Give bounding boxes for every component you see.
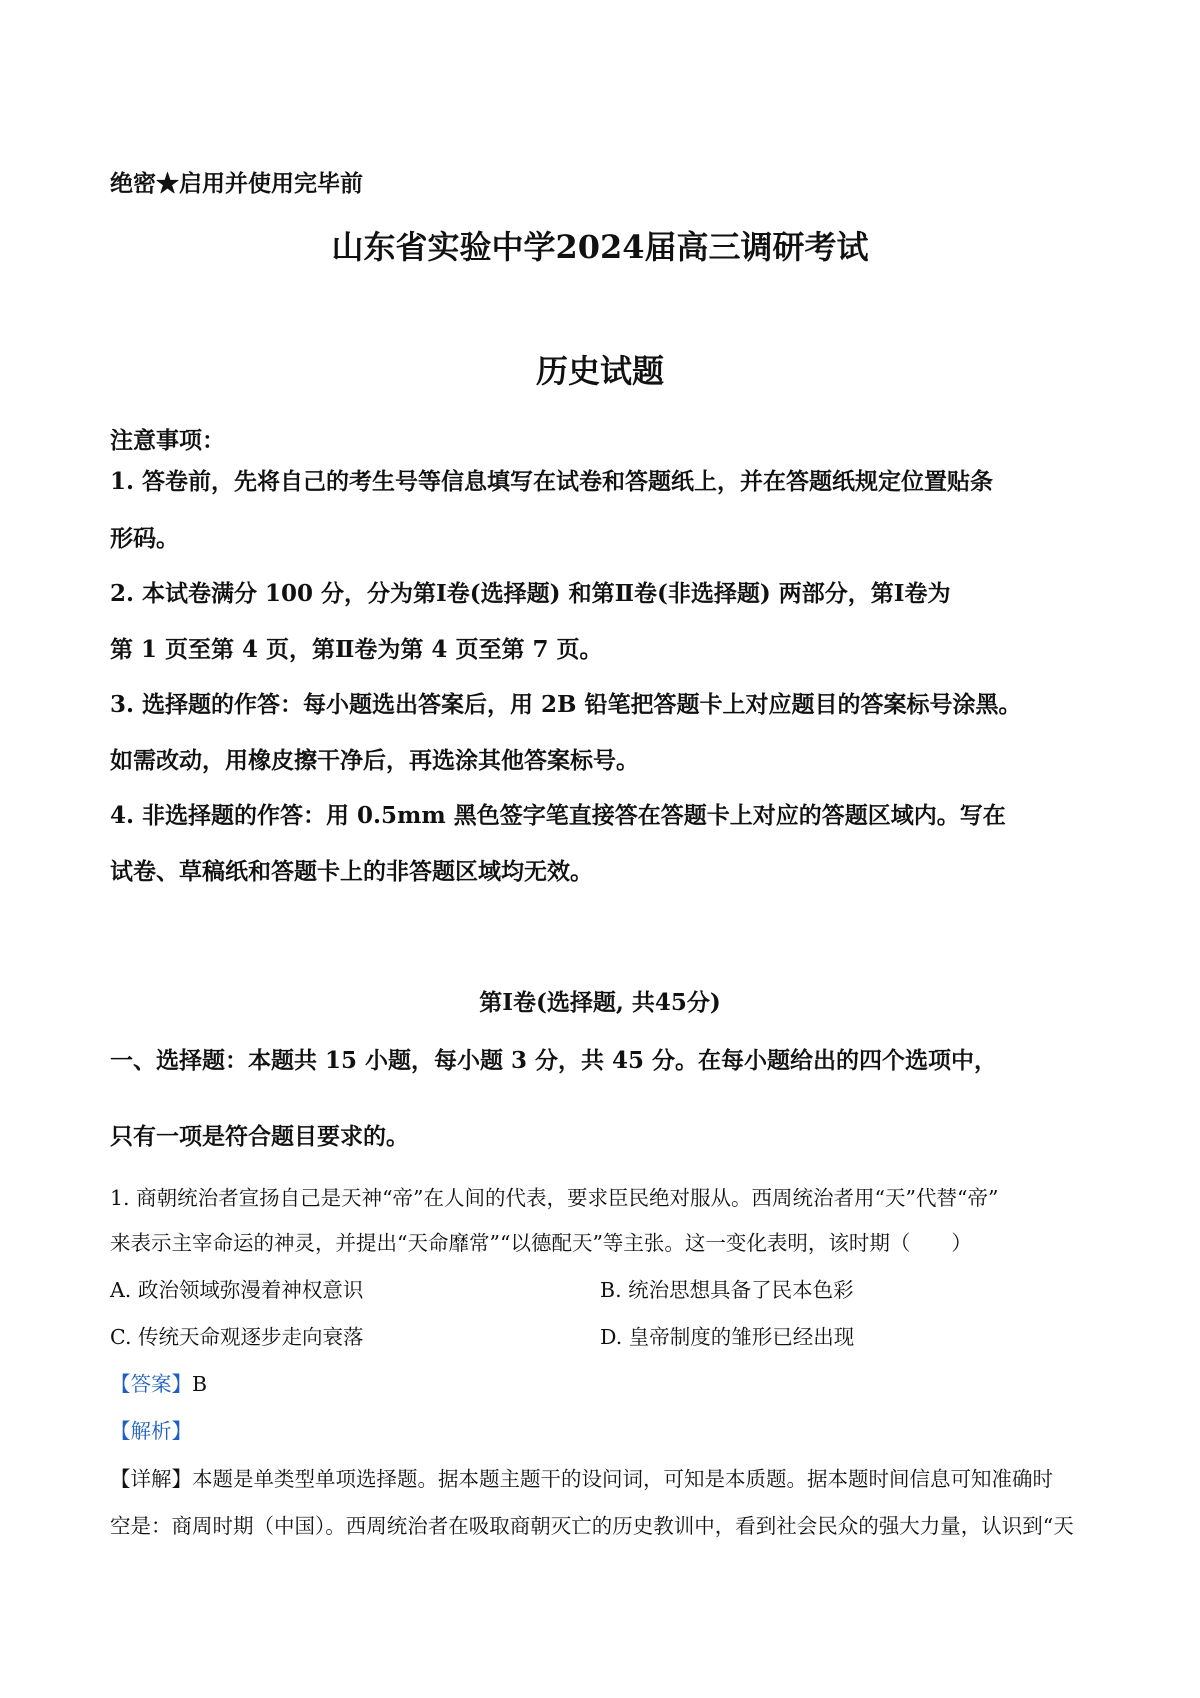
notes-heading: 注意事项： <box>110 427 225 454</box>
analysis-label: 【解析】 <box>110 1419 192 1443</box>
notes-line: 试卷、草稿纸和答题卡上的非答题区域均无效。 <box>110 858 593 885</box>
answer-label: 【答案】 <box>110 1372 192 1396</box>
exam-subtitle: 历史试题 <box>535 352 664 390</box>
section-instruction: 只有一项是符合题目要求的。 <box>110 1123 409 1150</box>
notes-line: 形码。 <box>110 525 179 552</box>
notes-line: 1. 答卷前，先将自己的考生号等信息填写在试卷和答题纸上，并在答题纸规定位置贴条 <box>110 468 994 495</box>
notes-line: 2. 本试卷满分 100 分，分为第Ⅰ卷(选择题) 和第Ⅱ卷(非选择题) 两部分，第Ⅰ卷为 <box>110 580 951 607</box>
notes-line: 3. 选择题的作答：每小题选出答案后，用 2B 铅笔把答题卡上对应题目的答案标号涂黑。 <box>110 691 1022 718</box>
answer-row <box>110 1367 207 1397</box>
question-stem: 来表示主宰命运的神灵，并提出“天命靡常”“以德配天”等主张。这一变化表明，该时期（ ） <box>110 1231 972 1255</box>
section-title: 第Ⅰ卷(选择题, 共45分) <box>479 989 721 1016</box>
detail-label: 【详解】 <box>110 1467 192 1491</box>
option-a: A. 政治领域弥漫着神权意识 <box>110 1278 364 1302</box>
answer-value: B <box>192 1372 208 1396</box>
exam-title: 山东省实验中学2024届高三调研考试 <box>331 228 869 266</box>
notes-line: 第 1 页至第 4 页，第Ⅱ卷为第 4 页至第 7 页。 <box>110 636 603 663</box>
option-c: C. 传统天命观逐步走向衰落 <box>110 1325 364 1349</box>
option-d: D. 皇帝制度的雏形已经出现 <box>600 1325 855 1349</box>
section-instruction: 一、选择题：本题共 15 小题，每小题 3 分，共 45 分。在每小题给出的四个选项中， <box>110 1047 998 1074</box>
detail-line <box>110 1462 1053 1492</box>
notes-line: 4. 非选择题的作答：用 0.5mm 黑色签字笔直接答在答题卡上对应的答题区域内。写在 <box>110 802 1006 829</box>
question-stem: 1. 商朝统治者宣扬自己是天神“帝”在人间的代表，要求臣民绝对服从。西周统治者用“天”代替“帝” <box>110 1186 999 1210</box>
detail-line: 空是：商周时期（中国）。西周统治者在吸取商朝灭亡的历史教训中，看到社会民众的强大力量，认识到“天 <box>110 1514 1074 1538</box>
detail-text: 本题是单类型单项选择题。据本题主题干的设问词，可知是本质题。据本题时间信息可知准确时 <box>192 1467 1053 1491</box>
notes-line: 如需改动，用橡皮擦干净后，再选涂其他答案标号。 <box>110 747 639 774</box>
confidential-label: 绝密★启用并使用完毕前 <box>110 170 363 197</box>
option-b: B. 统治思想具备了民本色彩 <box>600 1278 854 1302</box>
